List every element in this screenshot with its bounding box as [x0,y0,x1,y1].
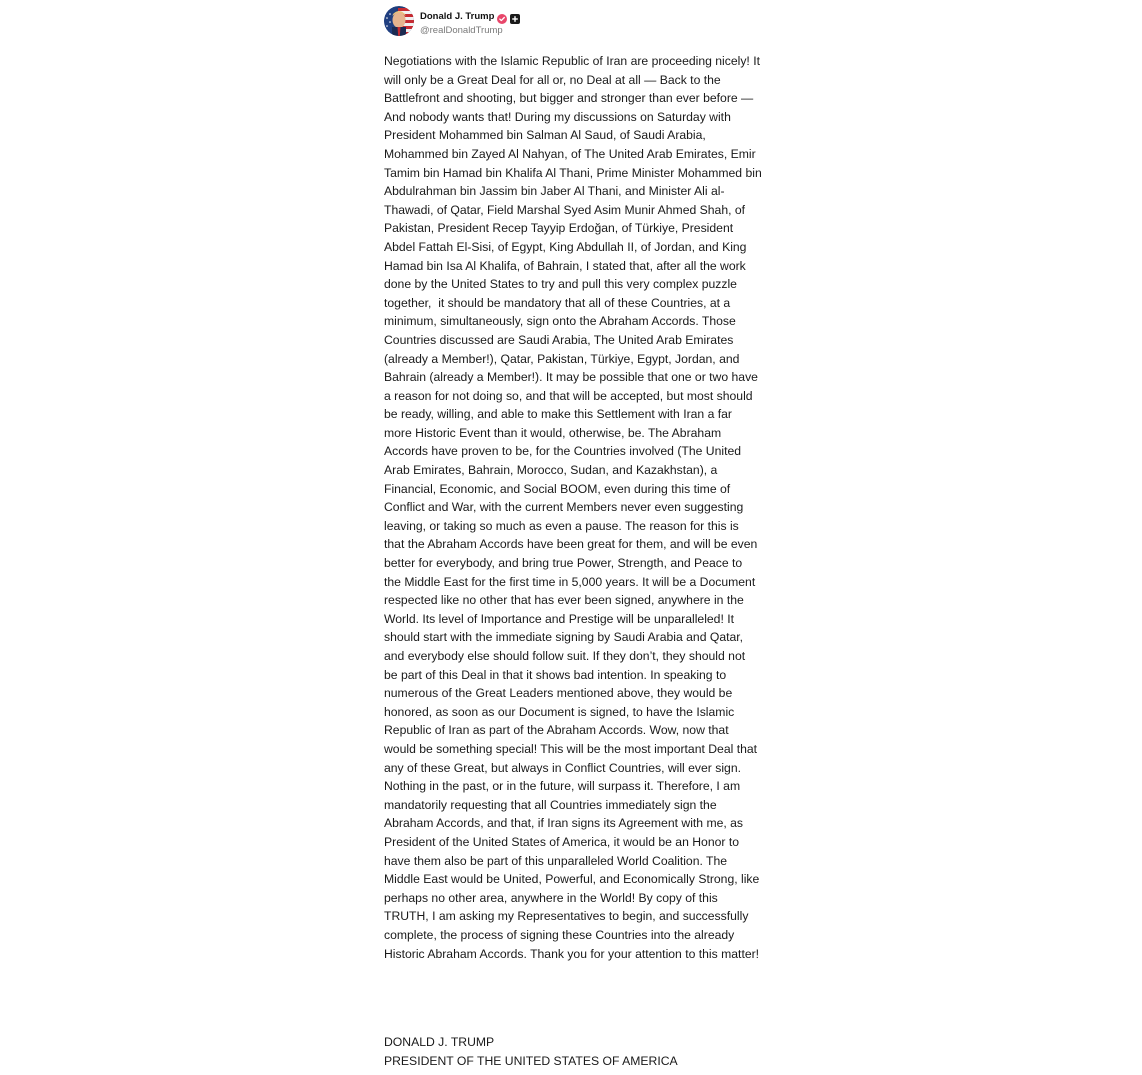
post-header [384,0,764,44]
verified-badge-icon [497,11,507,21]
author-display-name[interactable]: Donald J. Trump [420,10,495,22]
post-signature [384,1033,762,1070]
post-card [384,0,765,1068]
avatar[interactable] [384,6,414,36]
signature-title: PRESIDENT OF THE UNITED STATES OF AMERICA [384,1053,678,1068]
post-body-text: Negotiations with the Islamic Republic of Iran are proceeding nicely! It will only be a Great Deal for all or, no Deal at all — Back to the Battlefront and shooting, but bigger and stronger than ever before — And nobody wants that! During my discussions on Saturday with President Mohammed bin Salman Al Saud, of Saudi Arabia, Mohammed bin Zayed Al Nahyan, of The United Arab Emirates, Emir Tamim bin Hamad bin Khalifa Al Thani, Prime Minister Mohammed bin Abdulrahman bin Jassim bin Jaber Al Thani, and Minister Ali al-Thawadi, of Qatar, Field Marshal Syed Asim Munir Ahmed Shah, of Pakistan, President Recep Tayyip Erdoğan, of Türkiye, President Abdel Fattah El-Sisi, of Egypt, King Abdullah II, of Jordan, and King Hamad bin Isa Al Khalifa, of Bahrain, I stated that, after all the work done by the United States to try and pull this very complex puzzle together, it should be mandatory that all of these Countries, at a minimum, simultaneously, sign onto the Abraham Accords. Those Countries discussed are Saudi Arabia, The United Arab Emirates (already a Member!), Qatar, Pakistan, Türkiye, Egypt, Jordan, and Bahrain (already a Member!). It may be possible that one or two have a reason for not doing so, and that will be accepted, but most should be ready, willing, and able to make this Settlement with Iran a far more Historic Event than it would, otherwise, be. The Abraham Accords have proven to be, for the Countries involved (The United Arab Emirates, Bahrain, Morocco, Sudan, and Kazakhstan), a Financial, Economic, and Social BOOM, even during this time of Conflict and War, with the current Members never even suggesting leaving, or taking so much as even a pause. The reason for this is that the Abraham Accords have been great for them, and will be even better for everybody, and bring true Power, Strength, and Peace to the Middle East for the first time in 5,000 years. It will be a Document respected like no other that has ever been signed, anywhere in the World. Its level of Importance and Prestige will be unparalleled! It should start with the immediate signing by Saudi Arabia and Qatar, and everybody else should follow suit. If they don’t, they should not be part of this Deal in that it shows bad intention. In speaking to numerous of the Great Leaders mentioned above, they would be honored, as soon as our Document is signed, to have the Islamic Republic of Iran as part of the Abraham Accords. Wow, now that would be something special! This will be the most important Deal that any of these Great, but always in Conflict Countries, will ever sign. Nothing in the past, or in the future, will surpass it. Therefore, I am mandatorily requesting that all Countries immediately sign the Abraham Accords, and that, if Iran signs its Agreement with me, as President of the United States of America, it would be an Honor to have them also be part of this unparalleled World Coalition. The Middle East would be United, Powerful, and Economically Strong, like perhaps no other area, anywhere in the World! By copy of this TRUTH, I am asking my Representatives to begin, and successfully complete, the process of signing these Countries into the already Historic Abraham Accords. Thank you for your attention to this matter! [384,54,765,961]
signature-name: DONALD J. TRUMP [384,1035,495,1049]
author-handle[interactable]: @realDonaldTrump [420,25,503,36]
avatar-image [384,6,414,36]
author-name-row [420,9,520,23]
plus-icon [510,11,520,21]
